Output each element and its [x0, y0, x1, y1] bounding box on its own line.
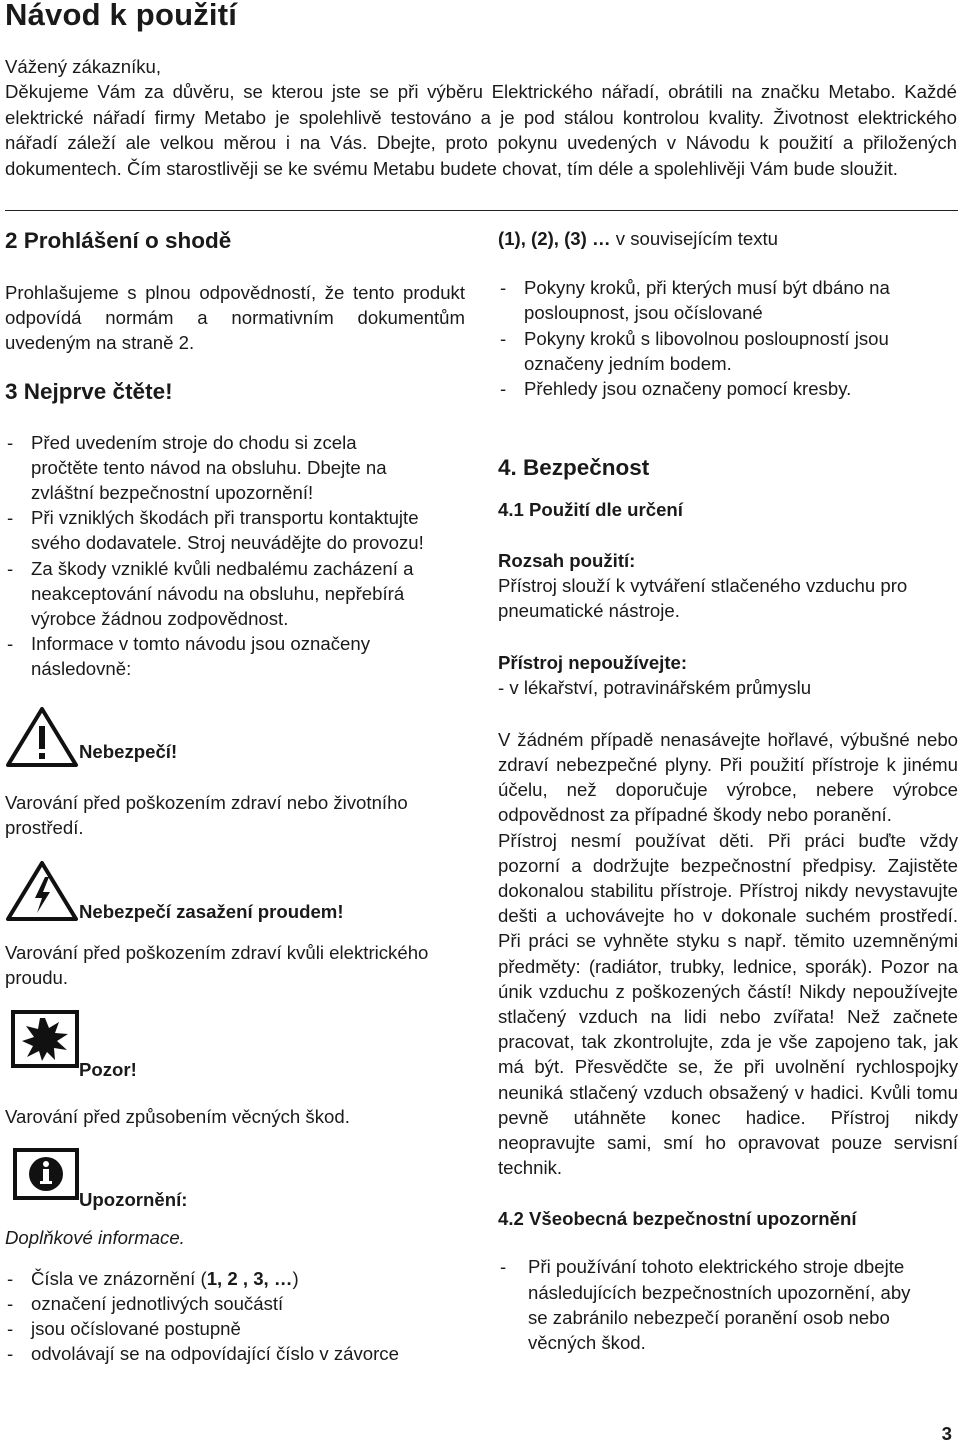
list-item: - Za škody vzniklé kvůli nedbalému zacházení a neakceptování návodu na obsluhu, nepřebírá výrobce žádnou zodpovědnost. — [5, 556, 425, 632]
section-2-text: Prohlašujeme s plnou odpovědností, že tento produkt odpovídá normám a normativním dokumentům uvedeným na straně 2. — [5, 282, 465, 354]
danger-text: Varování před poškozením zdraví nebo životního prostředí. — [5, 791, 408, 838]
danger-label: Nebezpečí! — [79, 740, 178, 762]
electric-text: Varování před poškozením zdraví kvůli elektrického proudu. — [5, 942, 429, 989]
usage-paragraph-2: Přístroj nesmí používat děti. Při práci buďte vždy pozorní a dodržujte bezpečnostní předpisy. Zajistěte dokonalou stabilitu přístroje. Přístroj nikdy nevystavujte dešti a uchovávejte ho v dokonale suchém prostředí. Při práci se vyhněte styku s např. těmito uzemněnými předměty: (radiátor, trubky, lednice, sporák). Pozor na únik vzduchu z poškozených částí! Nikdy nepoužívejte stlačený vzduch na lidi nebo zvířata! Než začnete pracovat, tak zkontrolujte, zda je vše zapojeno tak, jak má být. Přesvědčte se, že při uvolnění rychlospojky neuniká stlačený vzduch obsažený v hadici. Kvůli tomu pevně utáhněte konec hadice. Přístroj nikdy neopravujte sami, smí ho opravovat pouze servisní technik. — [498, 829, 958, 1179]
notice-text: Doplňkové informace. — [5, 1226, 185, 1248]
danger-notice — [5, 708, 465, 778]
page-number: 3 — [941, 1423, 952, 1444]
section-4-2-list — [498, 1254, 928, 1355]
page-title: Návod k použití — [5, 0, 238, 32]
list-item: - označení jednotlivých součástí — [5, 1291, 465, 1316]
section-2-heading: 2 Prohlášení o shodě — [5, 228, 232, 253]
notice-label: Upozornění: — [79, 1188, 188, 1210]
caution-text: Varování před způsobením věcných škod. — [5, 1106, 350, 1128]
caution-damage-icon — [11, 1010, 79, 1068]
electric-shock-icon — [5, 860, 79, 922]
list-item: - Čísla ve znázornění (1, 2 , 3, …) — [5, 1266, 465, 1291]
list-item: - Přehledy jsou označeny pomocí kresby. — [498, 376, 953, 401]
scope-heading: Rozsah použití: — [498, 550, 636, 572]
numbering-list — [5, 1266, 465, 1367]
list-item: - Informace v tomto návodu jsou označeny následovně: — [5, 631, 425, 681]
electric-label: Nebezpečí zasažení proudem! — [79, 901, 344, 923]
list-item: - Pokyny kroků, při kterých musí být dbáno na posloupnost, jsou očíslované — [498, 275, 953, 325]
list-item: - Při používání tohoto elektrického stroje dbejte následujících bezpečnostních upozornění, aby se zabránilo nebezpečí poranění osob nebo věcných škod. — [498, 1254, 928, 1355]
usage-paragraph-1: V žádném případě nenasávejte hořlavé, výbušné nebo zdraví nebezpečné plyny. Při použití přístroje k jinému účelu, než doporučuje výrobce, nebere výrobce odpovědnost za případné škody nebo poranění. — [498, 728, 958, 826]
caution-label: Pozor! — [79, 1059, 137, 1081]
intro-body: Děkujeme Vám za důvěru, se kterou jste se při výběru Elektrického nářadí, obrátili na značku Metabo. Každé elektrické nářadí firmy Metabo je spolehlivě testováno a je pod stálou kontrolou kvality. Životnost elektrického nářadí záleží ale velkou měrou i na Vás. Dbejte, proto pokynu uvedených v Návodu k použití a přiložených dokumentech. Čím starostlivěji se ke svému Metabu budete chovat, tím déle a spolehlivěji Vám bude sloužit. — [5, 81, 957, 179]
info-notice — [5, 1150, 465, 1220]
list-item: - Při vzniklých škodách při transportu kontaktujte svého dodavatele. Stroj neuvádějte do provozu! — [5, 505, 425, 555]
caution-notice — [5, 1010, 465, 1092]
scope-text: Přístroj slouží k vytváření stlačeného vzduchu pro pneumatické nástroje. — [498, 575, 908, 622]
right-column — [498, 222, 960, 1355]
section-3-heading: 3 Nejprve čtěte! — [5, 378, 173, 404]
list-item: - Pokyny kroků s libovolnou posloupností jsou označeny jedním bodem. — [498, 326, 953, 376]
no-use-text: - v lékařství, potravinářském průmyslu — [498, 676, 812, 698]
references-line: (1), (2), (3) … v souvisejícím textu — [498, 228, 779, 249]
list-item: - odvolávají se na odpovídající číslo v závorce — [5, 1341, 465, 1366]
intro-section — [5, 54, 957, 181]
list-item: - Před uvedením stroje do chodu si zcela pročtěte tento návod na obsluhu. Dbejte na zvláštní bezpečnostní upozornění! — [5, 430, 425, 506]
section-4-heading: 4. Bezpečnost — [498, 455, 650, 481]
section-3-list — [5, 430, 425, 682]
no-use-heading: Přístroj nepoužívejte: — [498, 651, 688, 673]
section-divider — [5, 210, 958, 211]
section-4-2-heading: 4.2 Všeobecná bezpečnostní upozornění — [498, 1208, 857, 1230]
references-list — [498, 275, 953, 401]
left-column — [5, 222, 465, 1367]
electric-notice — [5, 860, 465, 926]
list-item: - jsou očíslované postupně — [5, 1316, 465, 1341]
intro-greeting: Vážený zákazníku, — [5, 56, 162, 77]
section-4-1-heading: 4.1 Použití dle určení — [498, 499, 683, 521]
warning-triangle-icon — [5, 706, 79, 768]
info-icon — [13, 1148, 79, 1200]
